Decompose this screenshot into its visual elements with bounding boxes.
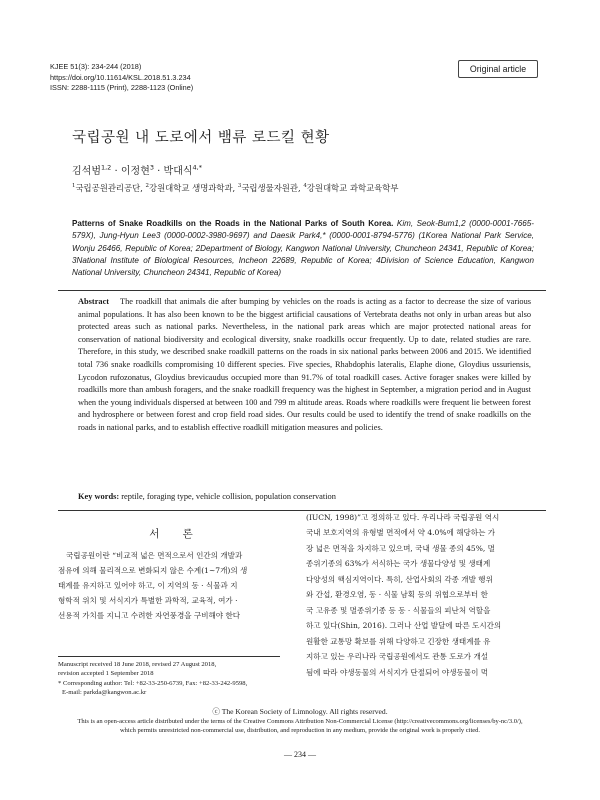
journal-citation: KJEE 51(3): 234-244 (2018) <box>50 62 142 71</box>
text-line: 형학적 위치 및 서식지가 특별한 과학적, 교육적, 여가 · <box>58 596 238 606</box>
abstract <box>78 296 531 435</box>
license-line: This is an open-access article distributed under the terms of the Creative Commons Attribution Non-Commercial License (http://creativecommons.org/licenses/by-nc/3.0/), <box>77 718 523 725</box>
text-line: 하고 있다(Shin, 2016). 그러나 산업 발달에 따른 도시간의 <box>306 621 502 631</box>
footnote-rule <box>58 656 280 657</box>
keywords <box>78 492 531 501</box>
affil-sup: 1 <box>72 183 76 190</box>
text-line: (IUCN, 1998)”고 정의하고 있다. 우리나라 국립공원 역시 <box>306 513 500 522</box>
affil-sup: 2 <box>145 183 149 190</box>
text-line: 됨에 따라 야생동물의 서식지가 단절되어 야생동물이 먹 <box>306 667 489 677</box>
text-line: 국내 보호지역의 유형별 면적에서 약 4.0%에 해당하는 가 <box>306 528 496 538</box>
footnote-line: E-mail: parkda@kangwon.ac.kr <box>62 689 147 697</box>
footnote-line: * Corresponding author: Tel: +82-33-250-6739, Fax: +82-33-242-9598, <box>58 679 248 687</box>
doi-link[interactable]: https://doi.org/10.11614/KSL.2018.51.3.234 <box>50 72 191 82</box>
text-line: 선용적 가치를 지니고 수려한 자연풍경을 구비해야 한다 <box>58 611 241 621</box>
author-sup: 3 <box>149 163 154 172</box>
footnote-line: revision accepted 1 September 2018 <box>58 670 154 678</box>
abstract-top-rule <box>58 290 546 291</box>
text-line: 원활한 교통망 확보를 위해 다양하고 긴장한 생태계를 유 <box>306 636 491 646</box>
text-line: 종위기종의 63%가 서식하는 국가 생물다양성 및 생태계 <box>306 559 491 569</box>
page-number: — 234 — <box>284 750 316 759</box>
english-title-block <box>72 218 534 279</box>
text-line: 점유에 의해 물리적으로 변화되지 않은 수계(1~7개)의 생 <box>58 566 248 576</box>
affil-text: 국립공원관리공단, <box>75 183 146 193</box>
text-line: 와 간섭, 환경오염, 동 · 식물 남획 등의 위협으로부터 한 <box>306 590 488 600</box>
affil-text: 국립생물자원관, <box>241 183 304 193</box>
keywords-text: reptile, foraging type, vehicle collision, population conservation <box>119 492 336 501</box>
affil-sup: 3 <box>237 183 242 190</box>
license-line: which permits unrestricted non-commercial use, distribution, and reproduction in any medium, provide the original work is properly cited. <box>119 727 481 734</box>
keywords-label: Key words: <box>78 492 120 501</box>
author-name: 이정현 <box>120 166 150 177</box>
footnote-line: Manuscript received 18 June 2018, revised 27 August 2018, <box>58 661 217 668</box>
author-name: 박대식 <box>163 166 193 177</box>
section-heading-introduction: 서 론 <box>149 528 203 540</box>
author-name: 김석범 <box>72 166 101 177</box>
license-block <box>50 706 550 735</box>
abstract-text: The roadkill that animals die after bumping by vehicles on the roads is acting as a factor to decrease the size of various animal populations. It has also been known to be the biggest artificial causations of Vertebrata deaths not only in urban areas but also protected areas such as national parks. Nevertheless, in the national park areas which are major protected national areas for conservation of national biodiversity and ecological diversity, snake roadkills occur frequently. Up to date, related studies are rare. Therefore, in this study, we described snake roadkill patterns on the roads in six national parks between 2006 and 2015. We identified total 736 snake roadkills compromising 10 different species. Five species, Rhabdophis lateralis, Elaphe dione, Gloydius ussuriensis, Lycodon rufozonatus, Gloydius brevicaudus occupied more than 91.7% of total roadkill cases. Active forager snakes were killed by roadkills more than ambush foragers, and the snake roadkill frequency was the highest in September, a migration period and in August when the young individuals dispersed at between 100 and 799 m altitude areas. Roads where roadkills were frequent lie between forest and hydrosphere or between forest and crop field road sides. Our results could be used to identify the trend of snake roadkills on the roads in national parks, and to establish effective roadkill mitigation measures and policies. <box>78 297 532 432</box>
affil-sup: 4 <box>303 183 307 190</box>
author-sup: 1,2 <box>100 163 112 172</box>
author-separator: · <box>111 166 121 177</box>
paper-title: 국립공원 내 도로에서 뱀류 로드킬 현황 <box>72 130 330 146</box>
text-line: 국립공원이란 “비교적 넓은 면적으로서 인간의 개발과 <box>66 551 243 560</box>
journal-meta <box>50 62 193 94</box>
issn-line: ISSN: 2288-1115 (Print), 2288-1123 (Online) <box>50 83 194 92</box>
text-line: 국 고유종 및 멸종위기종 등 동 · 식물들의 피난처 역할을 <box>306 605 491 615</box>
text-line: 다양성의 핵심지역이다. 특히, 산업사회의 각종 개발 행위 <box>306 574 493 584</box>
article-type-badge: Original article <box>458 60 538 78</box>
author-separator: · <box>154 166 164 177</box>
right-column-text <box>306 510 544 680</box>
abstract-label: Abstract <box>78 297 110 306</box>
text-line: 지하고 있는 우리나라 국립공원에서도 관통 도로가 개설 <box>306 652 489 662</box>
footnote <box>58 660 288 698</box>
text-line: 태계를 유지하고 있어야 하고, 이 지역의 동 · 식물과 지 <box>58 581 238 591</box>
copyright-line: ⓒ The Korean Society of Limnology. All rights reserved. <box>212 707 388 716</box>
english-authors-affiliations: Kim, Seok-Bum1,2 (0000-0001-7665-579X), Jung-Hyun Lee3 (0000-0002-3980-9697) and Daesik Park4,* (0000-0001-8794-5776) (1Korea National Park Service, Wonju 26466, Republic of Korea; 2Department of Biology, Kangwon National University, Chuncheon 24341, Republic of Korea; 3National Institute of Biological Resources, Incheon 22689, Republic of Korea; 4Division of Science Education, Kangwon National University, Chuncheon 24341, Republic of Korea) <box>72 219 534 278</box>
author-list <box>72 162 202 177</box>
affil-text: 강원대학교 과학교육학부 <box>306 183 399 193</box>
author-sup: 4,* <box>192 163 202 172</box>
affiliations <box>72 182 398 194</box>
affil-text: 강원대학교 생명과학과, <box>148 183 238 193</box>
english-title: Patterns of Snake Roadkills on the Roads in the National Parks of South Korea. <box>72 219 394 228</box>
text-line: 장 넓은 면적을 차지하고 있으며, 국내 생물 종의 45%, 멸 <box>306 543 495 553</box>
left-column-text <box>58 548 280 623</box>
